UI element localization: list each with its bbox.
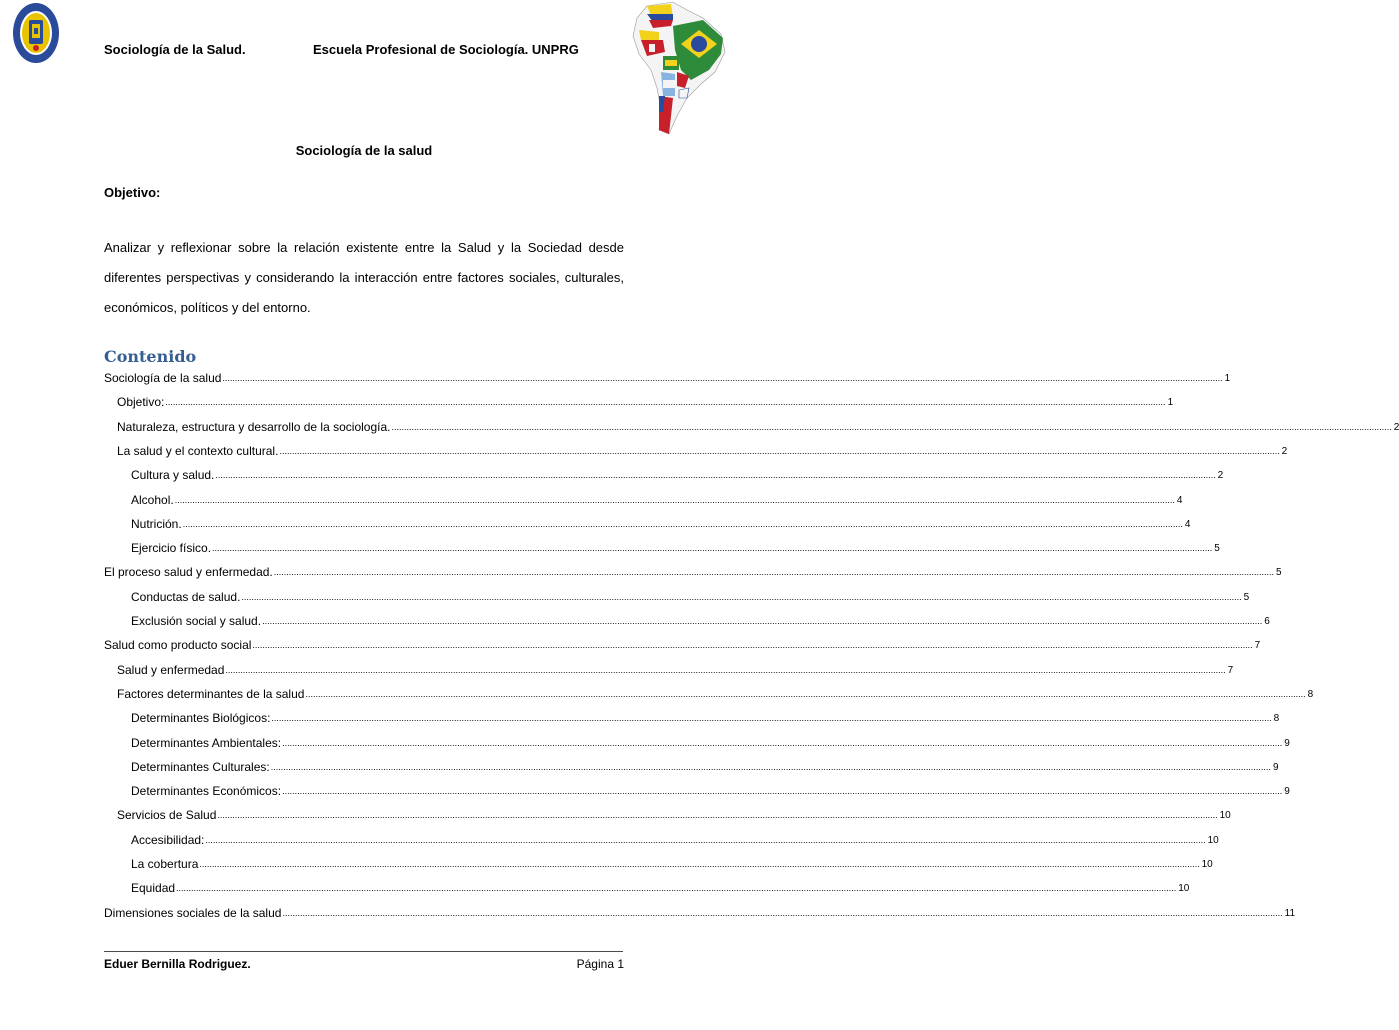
toc-entry[interactable] [104, 904, 1296, 920]
toc-entry-label: La salud y el contexto cultural. [117, 443, 279, 458]
toc-dot-leader: ................................................................................................................................................................................................................................................................................................................................................................................................................ [282, 907, 1283, 918]
toc-dot-leader: ................................................................................................................................................................................................................................................................................................................................................................................................................ [217, 810, 1218, 821]
footer-rule [104, 951, 623, 952]
header-left-title: Sociología de la Salud. [104, 42, 246, 57]
toc-dot-leader: ................................................................................................................................................................................................................................................................................................................................................................................................................ [279, 445, 1280, 456]
toc-entry[interactable] [131, 612, 1270, 628]
toc-entry-label: Accesibilidad: [131, 832, 205, 847]
toc-entry-page: 5 [1214, 543, 1220, 555]
toc-entry-label: Determinantes Biológicos: [131, 711, 271, 726]
toc-entry[interactable] [131, 539, 1220, 556]
toc-entry-page: 1 [1224, 373, 1231, 384]
toc-dot-leader: ................................................................................................................................................................................................................................................................................................................................................................................................................ [199, 859, 1200, 869]
toc-entry[interactable] [131, 855, 1213, 871]
footer-page-number: Página 1 [576, 957, 624, 971]
university-logo [12, 2, 60, 64]
south-america-flag-map [625, 0, 728, 140]
toc-entry-label: Factores determinantes de la salud [117, 686, 305, 701]
toc-entry-page: 5 [1243, 591, 1250, 603]
toc-dot-leader: ................................................................................................................................................................................................................................................................................................................................................................................................................ [225, 664, 1226, 675]
toc-dot-leader: ................................................................................................................................................................................................................................................................................................................................................................................................................ [262, 616, 1263, 626]
toc-entry-page: 10 [1219, 810, 1231, 822]
toc-entry-label: Salud y enfermedad [117, 662, 225, 677]
toc-entry-page: 7 [1254, 640, 1261, 652]
toc-entry[interactable] [131, 782, 1290, 799]
header-center-title: Escuela Profesional de Sociología. UNPRG [313, 42, 579, 57]
toc-entry-label: Naturaleza, estructura y desarrollo de la sociología. [117, 419, 391, 434]
toc-dot-leader: ................................................................................................................................................................................................................................................................................................................................................................................................................ [391, 421, 1392, 432]
toc-entry-page: 9 [1272, 761, 1279, 773]
toc-entry-label: Equidad [131, 881, 176, 896]
toc-dot-leader: ................................................................................................................................................................................................................................................................................................................................................................................................................ [305, 688, 1306, 699]
toc-entry[interactable] [117, 661, 1234, 677]
toc-entry-page: 8 [1273, 713, 1280, 725]
toc-entry[interactable] [131, 758, 1279, 774]
toc-entry[interactable] [131, 709, 1280, 726]
toc-entry[interactable] [131, 831, 1219, 847]
toc-entry-label: Determinantes Ambientales: [131, 735, 282, 750]
toc-dot-leader: ................................................................................................................................................................................................................................................................................................................................................................................................................ [176, 883, 1177, 894]
toc-entry-page: 5 [1275, 567, 1282, 579]
toc-entry-page: 6 [1264, 616, 1270, 627]
toc-dot-leader: ................................................................................................................................................................................................................................................................................................................................................................................................................ [241, 591, 1242, 602]
toc-entry-page: 10 [1178, 883, 1190, 895]
toc-entry-label: Cultura y salud. [131, 468, 215, 483]
toc-entry-label: Alcohol. [131, 492, 174, 507]
toc-entry[interactable] [117, 442, 1288, 458]
toc-entry[interactable] [131, 515, 1191, 531]
toc-entry[interactable] [117, 393, 1174, 410]
toc-entry-label: Sociología de la salud [104, 371, 222, 385]
toc-entry-page: 2 [1393, 421, 1399, 433]
toc-entry-page: 9 [1284, 786, 1290, 798]
toc-dot-leader: ................................................................................................................................................................................................................................................................................................................................................................................................................ [205, 834, 1206, 845]
toc-entry-label: Nutrición. [131, 516, 182, 531]
document-title: Sociología de la salud [295, 143, 433, 158]
toc-entry-page: 8 [1307, 688, 1314, 700]
toc-entry[interactable] [117, 685, 1314, 701]
toc-entry-label: Objetivo: [117, 395, 165, 410]
toc-dot-leader: ................................................................................................................................................................................................................................................................................................................................................................................................................ [271, 713, 1272, 724]
toc-entry-label: Conductas de salud. [131, 589, 241, 604]
toc-dot-leader: ................................................................................................................................................................................................................................................................................................................................................................................................................ [273, 567, 1274, 578]
toc-entry-label: Determinantes Económicos: [131, 784, 282, 799]
toc-entry[interactable] [131, 734, 1290, 750]
toc-entry-page: 4 [1184, 518, 1191, 530]
toc-entry-page: 11 [1284, 907, 1296, 919]
toc-entry-label: Exclusión social y salud. [131, 614, 262, 628]
toc-entry-page: 2 [1217, 470, 1224, 482]
objective-heading: Objetivo: [104, 185, 161, 200]
toc-entry-page: 9 [1284, 737, 1290, 749]
toc-entry-label: La cobertura [131, 857, 199, 871]
toc-entry[interactable] [104, 369, 1231, 385]
toc-entry[interactable] [104, 636, 1261, 653]
toc-dot-leader: ................................................................................................................................................................................................................................................................................................................................................................................................................ [282, 786, 1283, 797]
toc-dot-leader: ................................................................................................................................................................................................................................................................................................................................................................................................................ [222, 373, 1223, 383]
toc-dot-leader: ................................................................................................................................................................................................................................................................................................................................................................................................................ [182, 518, 1183, 529]
toc-dot-leader: ................................................................................................................................................................................................................................................................................................................................................................................................................ [174, 494, 1175, 505]
toc-entry[interactable] [117, 806, 1231, 823]
toc-entry-page: 4 [1176, 494, 1183, 506]
toc-entry-label: Salud como producto social [104, 638, 252, 653]
toc-entry-label: Ejercicio físico. [131, 541, 212, 556]
toc-entry-page: 2 [1281, 445, 1288, 457]
toc-dot-leader: ................................................................................................................................................................................................................................................................................................................................................................................................................ [212, 543, 1213, 554]
toc-entry-page: 10 [1207, 834, 1219, 846]
toc-entry-label: El proceso salud y enfermedad. [104, 565, 273, 580]
toc-dot-leader: ................................................................................................................................................................................................................................................................................................................................................................................................................ [165, 397, 1166, 408]
footer-author: Eduer Bernilla Rodriguez. [104, 957, 251, 971]
toc-entry[interactable] [104, 563, 1282, 580]
toc-dot-leader: ................................................................................................................................................................................................................................................................................................................................................................................................................ [252, 640, 1253, 651]
toc-entry[interactable] [131, 879, 1190, 896]
contents-heading: Contenido [104, 347, 197, 366]
objective-paragraph: Analizar y reflexionar sobre la relación existente entre la Salud y la Sociedad desde diferentes perspectivas y considerando la interacción entre factores sociales, culturales, económicos, políticos y del entorno. [104, 240, 624, 315]
toc-entry-label: Determinantes Culturales: [131, 759, 270, 774]
toc-dot-leader: ................................................................................................................................................................................................................................................................................................................................................................................................................ [270, 761, 1271, 772]
toc-entry-page: 10 [1201, 859, 1213, 870]
toc-entry-page: 1 [1167, 397, 1174, 409]
toc-entry[interactable] [131, 588, 1250, 604]
toc-entry-label: Servicios de Salud [117, 808, 217, 823]
toc-entry[interactable] [117, 418, 1399, 434]
toc-entry-page: 7 [1227, 664, 1234, 676]
toc-entry[interactable] [131, 466, 1224, 483]
toc-dot-leader: ................................................................................................................................................................................................................................................................................................................................................................................................................ [282, 737, 1283, 748]
toc-entry[interactable] [131, 491, 1183, 507]
toc-dot-leader: ................................................................................................................................................................................................................................................................................................................................................................................................................ [215, 470, 1216, 481]
toc-entry-label: Dimensiones sociales de la salud [104, 905, 282, 920]
